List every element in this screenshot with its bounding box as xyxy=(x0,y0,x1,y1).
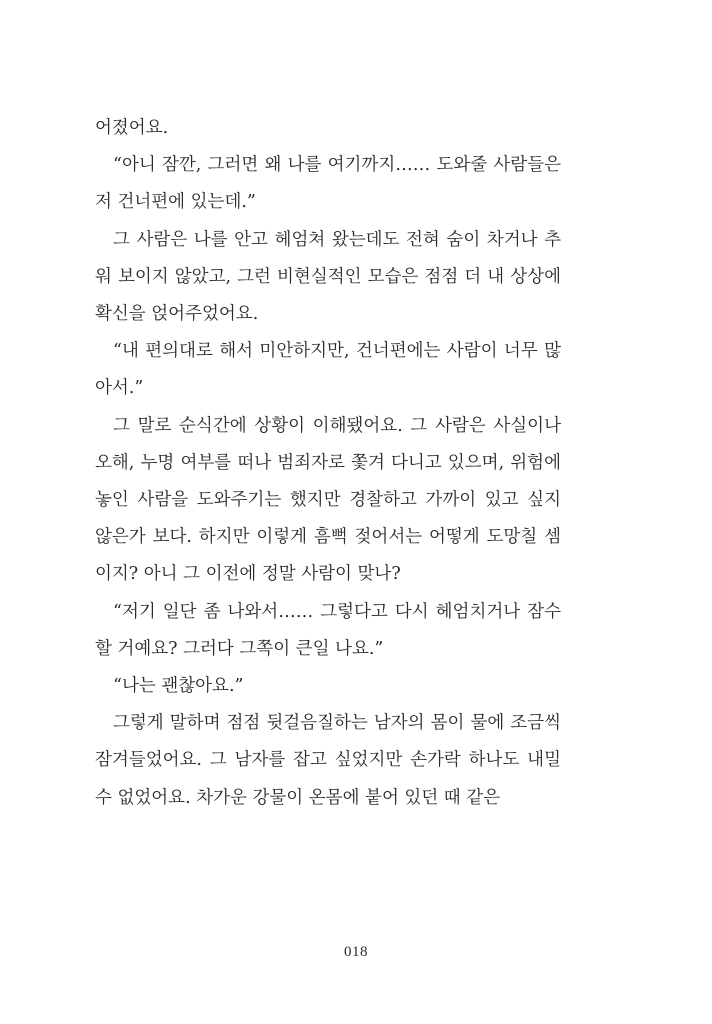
paragraph: “저기 일단 좀 나와서…… 그렇다고 다시 헤엄치거나 잠수할 거예요? 그러다 그쪽이 큰일 나요.” xyxy=(95,601,561,659)
paragraph: 어졌어요. xyxy=(95,118,169,138)
paragraph: “나는 괜찮아요.” xyxy=(113,676,244,697)
paragraph: “아니 잠깐, 그러면 왜 나를 여기까지…… 도와줄 사람들은 저 건너편에 있는데.” xyxy=(95,155,561,213)
page-body xyxy=(95,110,561,817)
paragraph: 그 사람은 나를 안고 헤엄쳐 왔는데도 전혀 숨이 차거나 추워 보이지 않았고, 그런 비현실적인 모습은 점점 더 내 상상에 확신을 얹어주었어요. xyxy=(95,229,561,325)
paragraph: 그렇게 말하며 점점 뒷걸음질하는 남자의 몸이 물에 조금씩 잠겨들었어요. 그 남자를 잡고 싶었지만 손가락 하나도 내밀 수 없었어요. 차가운 강물이 온몸에 붙어 있던 때 같은 xyxy=(95,713,561,808)
paragraph: 그 말로 순식간에 상황이 이해됐어요. 그 사람은 사실이나 오해, 누명 여부를 떠나 범죄자로 쫓겨 다니고 있으며, 위험에 놓인 사람을 도와주기는 했지만 경찰하고 가까이 있고 싶지 않은가 보다. 하지만 이렇게 흠뻑 젖어서는 어떻게 도망칠 셈이지? 아니 그 이전에 정말 사람이 맞나? xyxy=(95,415,561,585)
page-number: 018 xyxy=(344,944,368,960)
paragraph: “내 편의대로 해서 미안하지만, 건너편에는 사람이 너무 많아서.” xyxy=(95,341,561,399)
